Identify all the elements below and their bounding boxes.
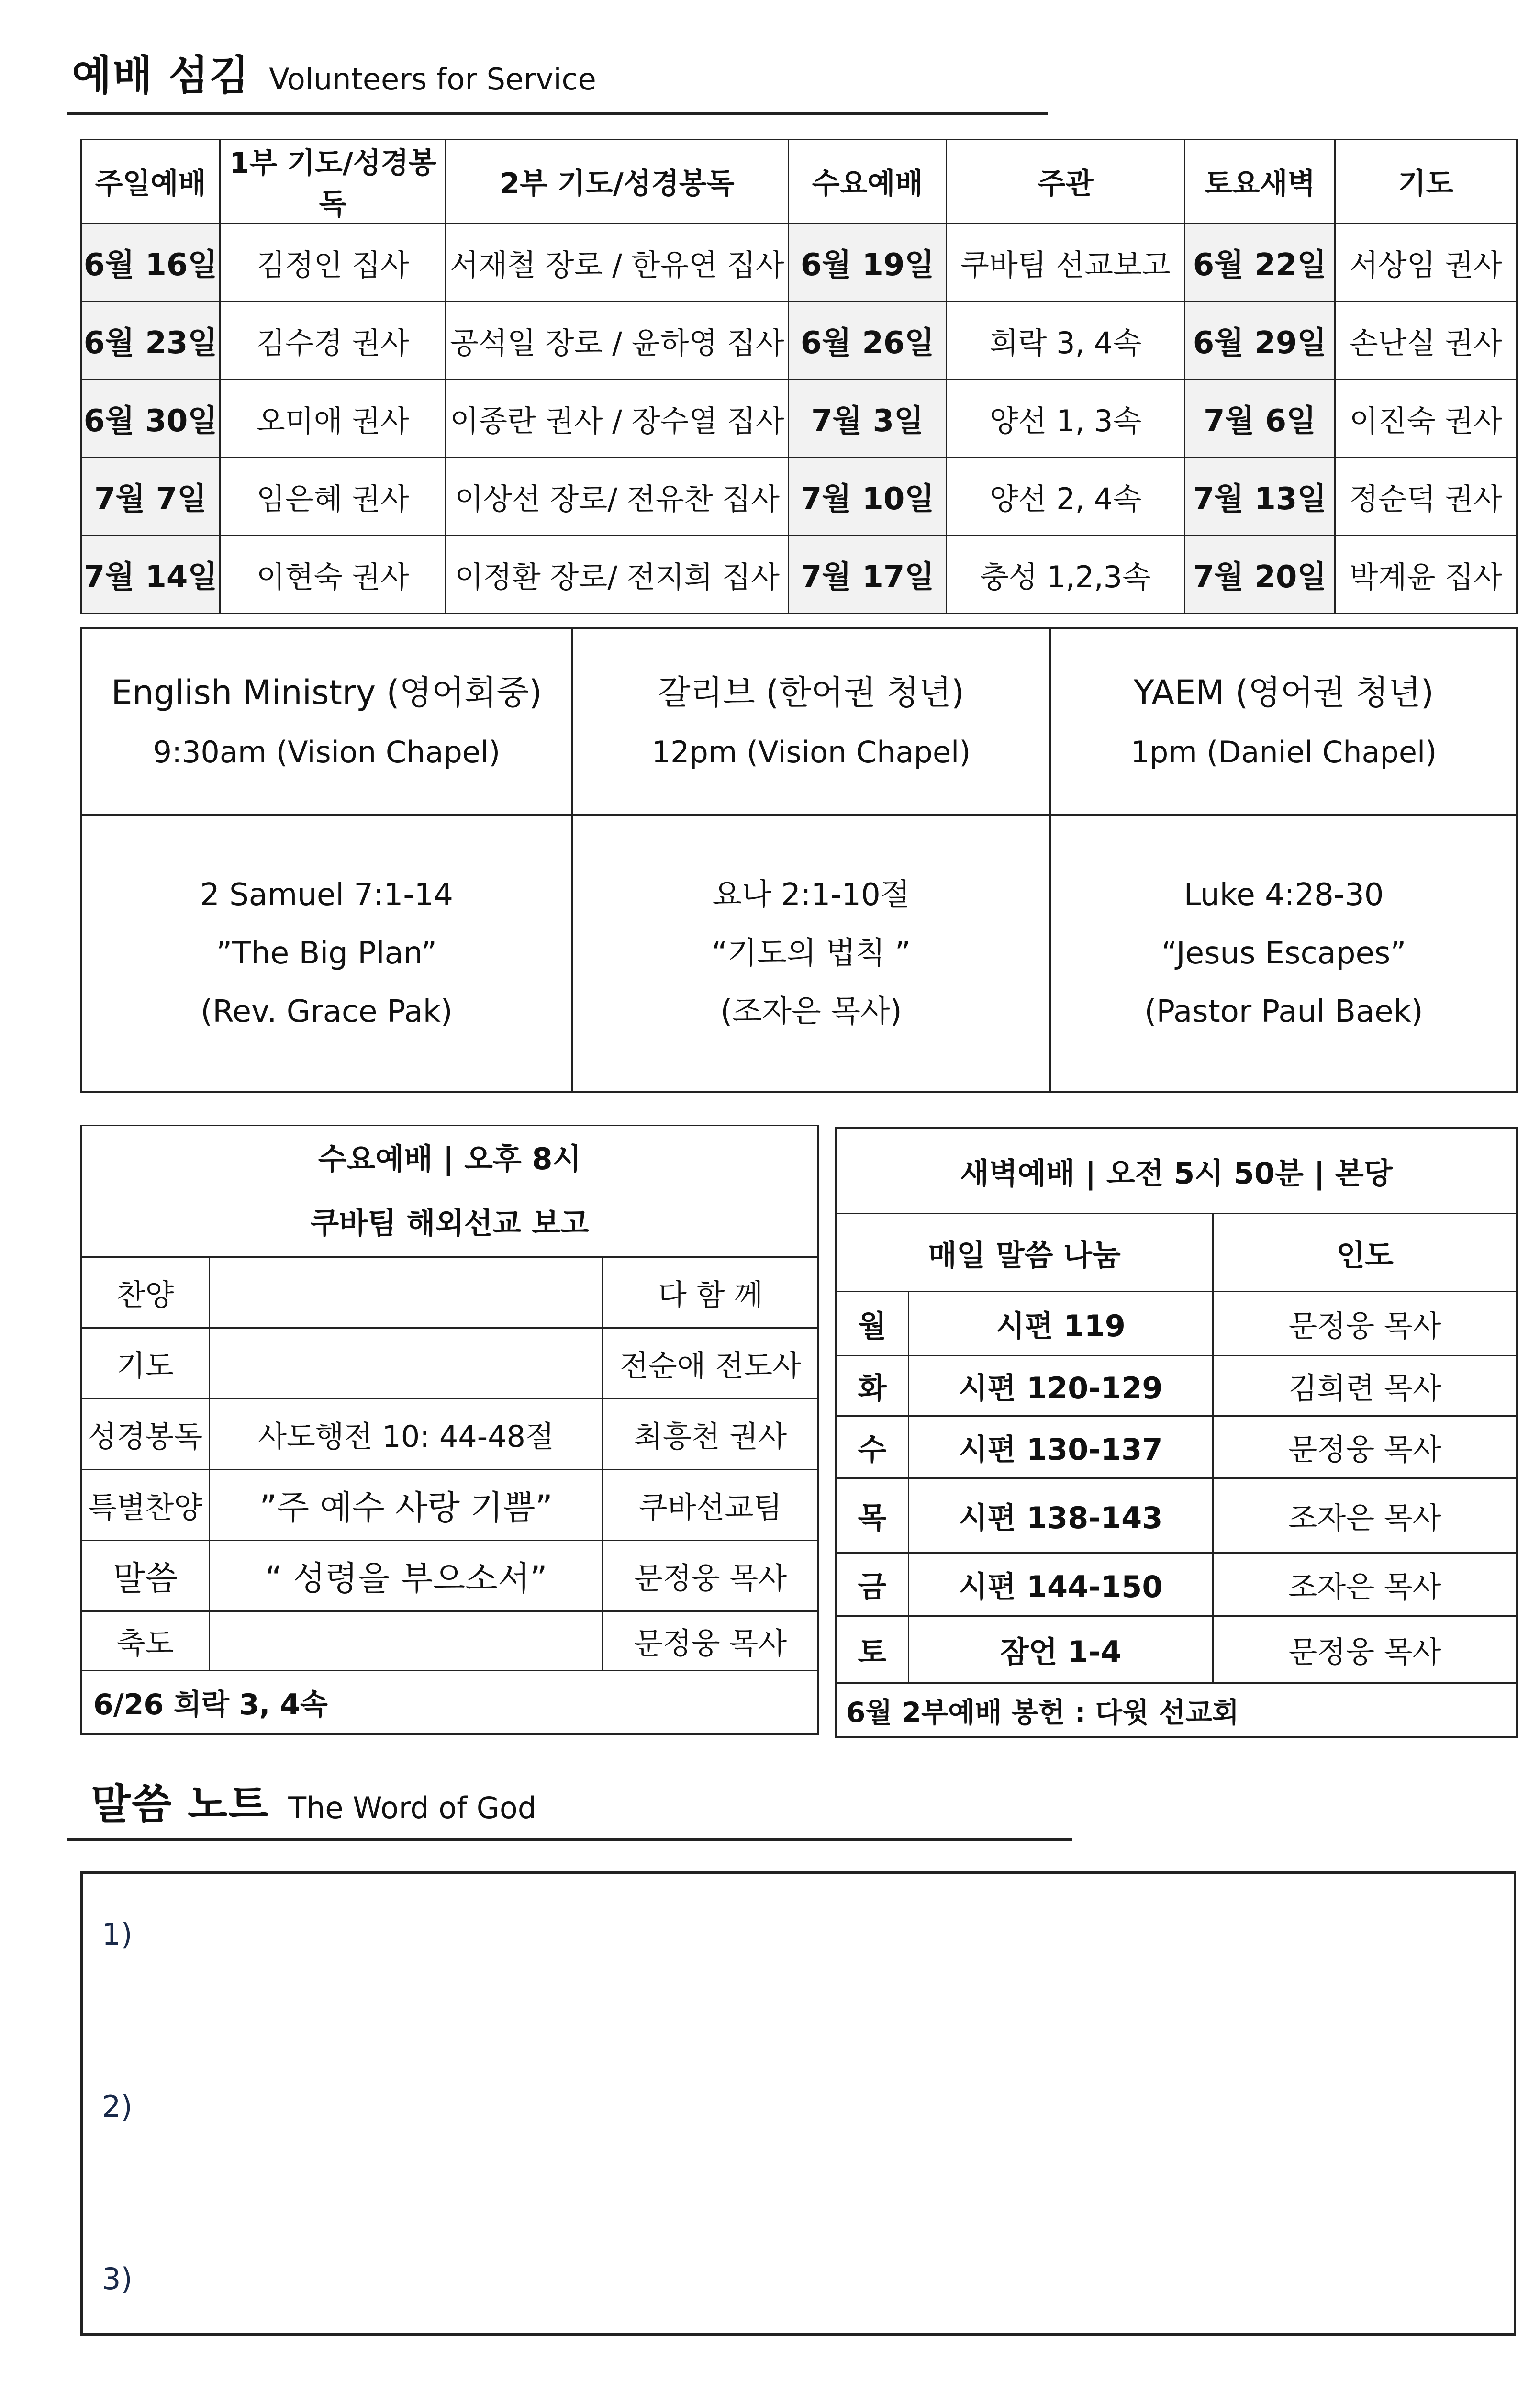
ministry-name: YAEM (영어권 청년)	[1133, 673, 1434, 712]
sermon-title: “기도의 법칙 ”	[711, 936, 911, 971]
table-row	[81, 536, 1517, 614]
dawn-passage: 시편 119	[909, 1292, 1213, 1356]
saturday-date: 6월 29일	[1185, 302, 1335, 380]
dawn-day: 토	[836, 1616, 909, 1683]
wednesday-host: 충성 1,2,3속	[947, 536, 1185, 614]
volunteers-rule	[67, 112, 1048, 115]
wednesday-footer-row	[81, 1671, 818, 1734]
wednesday-date: 6월 19일	[789, 224, 947, 302]
dawn-service-table	[835, 1127, 1518, 1738]
sunday-date: 6월 16일	[81, 224, 220, 302]
sermon-title: ”The Big Plan”	[216, 936, 437, 971]
wednesday-service-table	[80, 1125, 819, 1735]
first-service-volunteer: 김수경 권사	[220, 302, 446, 380]
saturday-date: 6월 22일	[1185, 224, 1335, 302]
volunteers-header-row	[81, 140, 1517, 224]
note-item: 2)	[102, 2089, 133, 2124]
order-person: 최흥천 권사	[603, 1399, 818, 1470]
dawn-leader: 조자은 목사	[1213, 1553, 1517, 1616]
table-row	[81, 380, 1517, 458]
volunteers-heading	[72, 42, 596, 101]
sermon-passage: 2 Samuel 7:1-14	[200, 877, 453, 913]
sermon-cell-galib	[572, 815, 1050, 1092]
order-label: 특별찬양	[81, 1470, 210, 1541]
header-cell: 주일예배	[81, 140, 220, 224]
volunteers-title-ko: 예배 섬김	[72, 52, 250, 100]
second-service-volunteers: 이상선 장로/ 전유찬 집사	[446, 458, 789, 536]
table-row	[81, 302, 1517, 380]
first-service-volunteer: 임은혜 권사	[220, 458, 446, 536]
order-label: 찬양	[81, 1257, 210, 1328]
order-content	[210, 1257, 603, 1328]
wednesday-footer: 6/26 희락 3, 4속	[81, 1671, 818, 1734]
order-person: 전순애 전도사	[603, 1328, 818, 1399]
table-row	[836, 1292, 1517, 1356]
order-person: 다 함 께	[603, 1257, 818, 1328]
sermon-cell-yaem	[1050, 815, 1517, 1092]
sunday-date: 7월 7일	[81, 458, 220, 536]
wednesday-date: 7월 10일	[789, 458, 947, 536]
ministry-time: 9:30am (Vision Chapel)	[153, 735, 501, 770]
sermon-cell-english	[81, 815, 572, 1092]
wednesday-title-cell	[81, 1126, 818, 1257]
dawn-passage: 시편 130-137	[909, 1416, 1213, 1478]
sunday-date: 6월 23일	[81, 302, 220, 380]
first-service-volunteer: 이현숙 권사	[220, 536, 446, 614]
dawn-passage: 시편 138-143	[909, 1478, 1213, 1553]
order-person: 문정웅 목사	[603, 1541, 818, 1611]
sermon-passage: Luke 4:28-30	[1183, 877, 1384, 913]
order-person: 쿠바선교팀	[603, 1470, 818, 1541]
table-row	[836, 1416, 1517, 1478]
ministries-table	[80, 627, 1518, 1093]
dawn-passage: 시편 144-150	[909, 1553, 1213, 1616]
header-cell: 수요예배	[789, 140, 947, 224]
saturday-date: 7월 20일	[1185, 536, 1335, 614]
ministry-header-row	[81, 628, 1517, 815]
header-cell: 주관	[947, 140, 1185, 224]
table-row	[836, 1553, 1517, 1616]
header-cell: 토요새벽	[1185, 140, 1335, 224]
order-person: 문정웅 목사	[603, 1611, 818, 1671]
wednesday-date: 7월 3일	[789, 380, 947, 458]
sermon-passage: 요나 2:1-10절	[712, 877, 910, 913]
ministry-cell-yaem	[1050, 628, 1517, 815]
notes-title-ko: 말씀 노트	[91, 1780, 269, 1828]
dawn-leader: 문정웅 목사	[1213, 1292, 1517, 1356]
header-cell: 2부 기도/성경봉독	[446, 140, 789, 224]
saturday-date: 7월 6일	[1185, 380, 1335, 458]
table-row	[81, 224, 1517, 302]
order-label: 말씀	[81, 1541, 210, 1611]
dawn-passage: 시편 120-129	[909, 1356, 1213, 1416]
volunteers-title-en: Volunteers for Service	[269, 62, 596, 97]
table-row	[81, 1470, 818, 1541]
order-content: 사도행전 10: 44-48절	[210, 1399, 603, 1470]
ministry-name: 갈리브 (한어권 청년)	[658, 673, 965, 712]
note-item: 1)	[102, 1917, 133, 1952]
notes-box[interactable]	[80, 1871, 1516, 2336]
saturday-prayer: 이진숙 권사	[1335, 380, 1517, 458]
dawn-leader-header: 인도	[1213, 1214, 1517, 1292]
sermon-speaker: (조자은 목사)	[720, 994, 902, 1029]
dawn-leader: 문정웅 목사	[1213, 1416, 1517, 1478]
order-content: ”주 예수 사랑 기쁨”	[210, 1470, 603, 1541]
ministry-time: 1pm (Daniel Chapel)	[1130, 735, 1437, 770]
ministry-cell-galib	[572, 628, 1050, 815]
wednesday-host: 쿠바팀 선교보고	[947, 224, 1185, 302]
header-cell: 기도	[1335, 140, 1517, 224]
second-service-volunteers: 이종란 권사 / 장수열 집사	[446, 380, 789, 458]
order-content	[210, 1328, 603, 1399]
volunteers-table	[80, 139, 1518, 614]
table-row	[836, 1616, 1517, 1683]
dawn-day: 월	[836, 1292, 909, 1356]
sermon-speaker: (Rev. Grace Pak)	[201, 994, 453, 1029]
second-service-volunteers: 이정환 장로/ 전지희 집사	[446, 536, 789, 614]
wednesday-title: 수요예배 | 오후 8시	[318, 1141, 581, 1176]
wednesday-host: 양선 1, 3속	[947, 380, 1185, 458]
dawn-leader: 문정웅 목사	[1213, 1616, 1517, 1683]
note-item: 3)	[102, 2261, 133, 2296]
wednesday-host: 희락 3, 4속	[947, 302, 1185, 380]
ministry-name: English Ministry (영어회중)	[111, 673, 542, 712]
first-service-volunteer: 오미애 권사	[220, 380, 446, 458]
sunday-date: 6월 30일	[81, 380, 220, 458]
notes-heading	[91, 1771, 536, 1830]
saturday-prayer: 서상임 권사	[1335, 224, 1517, 302]
table-row	[81, 1257, 818, 1328]
wednesday-host: 양선 2, 4속	[947, 458, 1185, 536]
sunday-date: 7월 14일	[81, 536, 220, 614]
header-cell: 1부 기도/성경봉독	[220, 140, 446, 224]
order-label: 성경봉독	[81, 1399, 210, 1470]
order-label: 기도	[81, 1328, 210, 1399]
table-row	[81, 1541, 818, 1611]
dawn-day: 화	[836, 1356, 909, 1416]
first-service-volunteer: 김정인 집사	[220, 224, 446, 302]
order-content	[210, 1611, 603, 1671]
order-label: 축도	[81, 1611, 210, 1671]
table-row	[836, 1356, 1517, 1416]
table-row	[81, 1611, 818, 1671]
wednesday-date: 7월 17일	[789, 536, 947, 614]
ministry-cell-english	[81, 628, 572, 815]
dawn-day: 금	[836, 1553, 909, 1616]
dawn-footer: 6월 2부예배 봉헌 : 다윗 선교회	[836, 1683, 1517, 1737]
dawn-leader: 조자은 목사	[1213, 1478, 1517, 1553]
dawn-reading-header: 매일 말씀 나눔	[836, 1214, 1213, 1292]
dawn-leader: 김희련 목사	[1213, 1356, 1517, 1416]
dawn-day: 수	[836, 1416, 909, 1478]
notes-title-en: The Word of God	[288, 1790, 537, 1825]
dawn-subheader-row	[836, 1214, 1517, 1292]
saturday-prayer: 정순덕 권사	[1335, 458, 1517, 536]
notes-rule	[67, 1838, 1072, 1841]
sermon-title: “Jesus Escapes”	[1161, 936, 1406, 971]
table-row	[81, 458, 1517, 536]
table-row	[81, 1399, 818, 1470]
table-row	[81, 1328, 818, 1399]
wednesday-date: 6월 26일	[789, 302, 947, 380]
table-row	[836, 1478, 1517, 1553]
dawn-title-row	[836, 1128, 1517, 1214]
dawn-footer-row	[836, 1683, 1517, 1737]
second-service-volunteers: 공석일 장로 / 윤하영 집사	[446, 302, 789, 380]
dawn-passage: 잠언 1-4	[909, 1616, 1213, 1683]
dawn-title: 새벽예배 | 오전 5시 50분 | 본당	[836, 1128, 1517, 1214]
saturday-prayer: 박계윤 집사	[1335, 536, 1517, 614]
wednesday-title-row	[81, 1126, 818, 1257]
ministry-sermon-row	[81, 815, 1517, 1092]
saturday-prayer: 손난실 권사	[1335, 302, 1517, 380]
order-content: “ 성령을 부으소서”	[210, 1541, 603, 1611]
ministry-time: 12pm (Vision Chapel)	[651, 735, 971, 770]
second-service-volunteers: 서재철 장로 / 한유연 집사	[446, 224, 789, 302]
wednesday-subtitle: 쿠바팀 해외선교 보고	[310, 1206, 589, 1241]
sermon-speaker: (Pastor Paul Baek)	[1144, 994, 1423, 1029]
saturday-date: 7월 13일	[1185, 458, 1335, 536]
dawn-day: 목	[836, 1478, 909, 1553]
